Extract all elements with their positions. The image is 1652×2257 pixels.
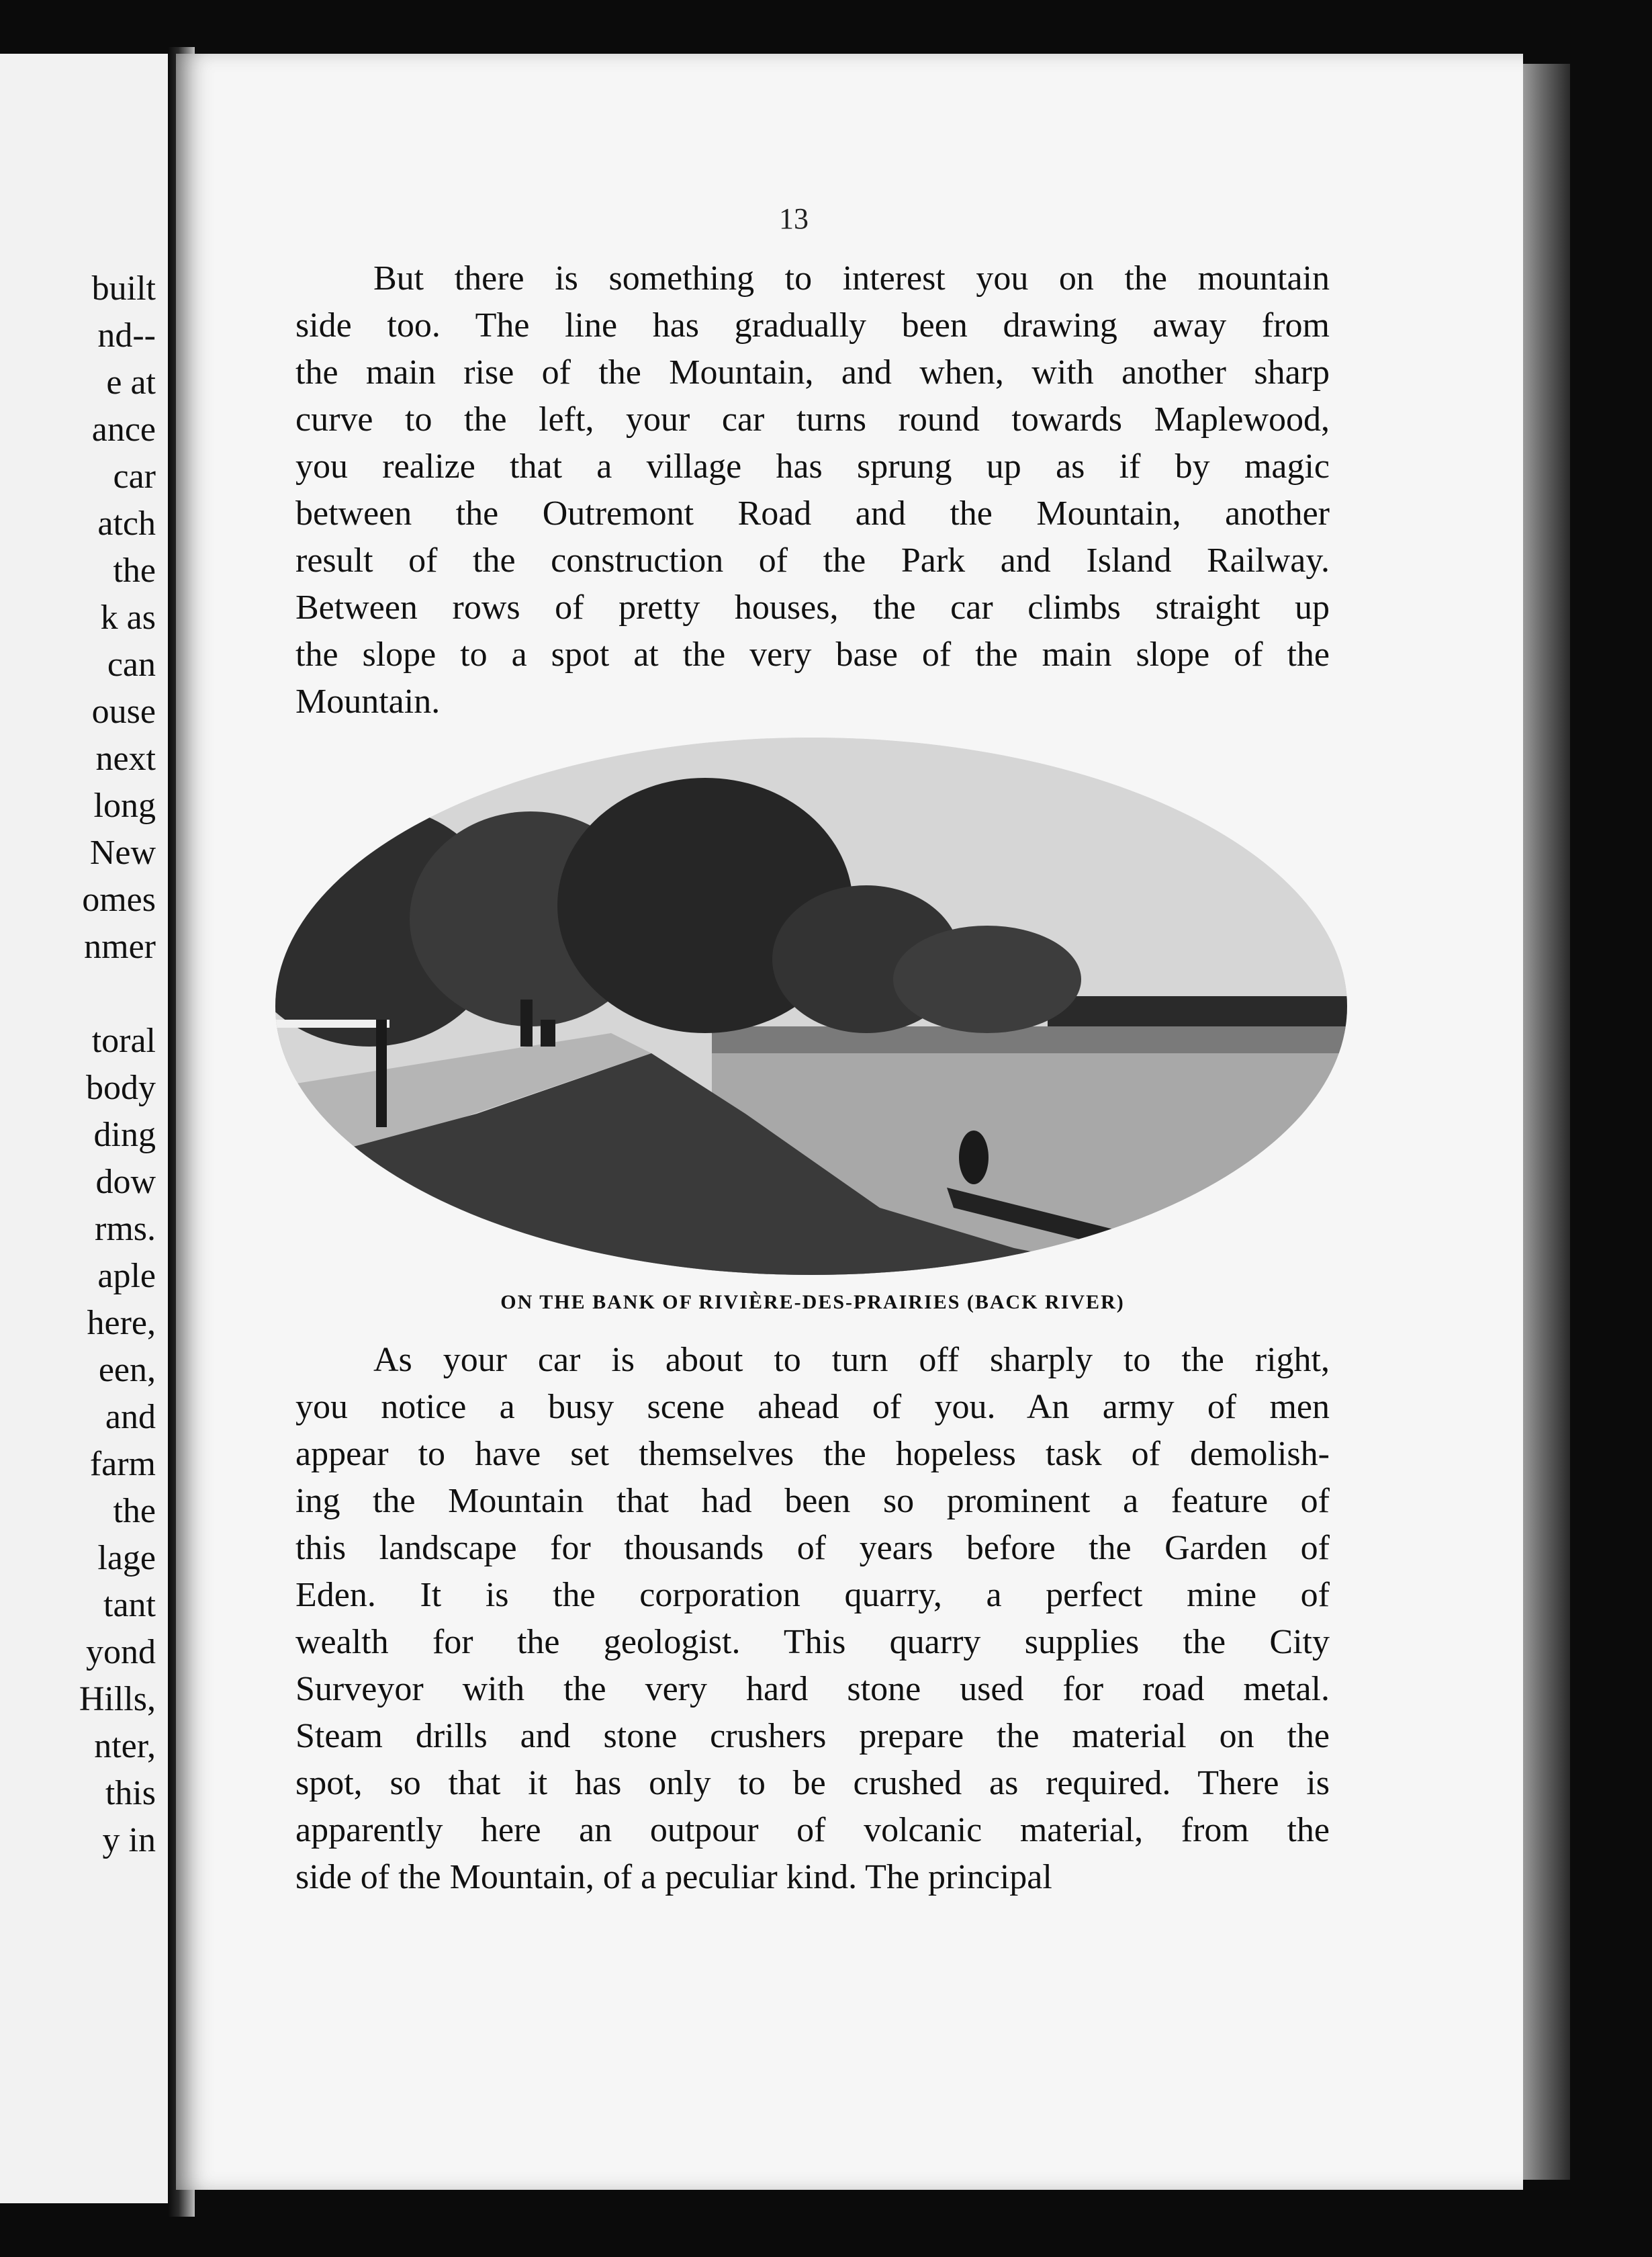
left-page-text-fragment: tant: [103, 1586, 156, 1624]
left-page-text-fragment: farm: [89, 1445, 156, 1483]
left-page-text-fragment: k as: [100, 599, 156, 637]
left-page-text-fragment: this: [105, 1774, 156, 1812]
left-page-text-fragment: ance: [91, 410, 156, 449]
text-line: curve to the left, your car turns round towards Maplewood,: [295, 400, 1330, 439]
text-line: Mountain.: [295, 682, 441, 721]
text-line: side too. The line has gradually been drawing away from: [295, 306, 1330, 345]
left-page-text-fragment: aple: [97, 1257, 156, 1295]
page-number: 13: [779, 202, 809, 235]
left-page-text-fragment: the: [113, 1492, 156, 1530]
left-page-text-fragment: and: [105, 1398, 156, 1436]
page-edge: [1523, 64, 1570, 2180]
text-line: Surveyor with the very hard stone used for road metal.: [295, 1670, 1330, 1708]
left-page-text-fragment: nter,: [94, 1727, 156, 1765]
left-page-text-fragment: een,: [98, 1351, 156, 1389]
text-line: Steam drills and stone crushers prepare the material on the: [295, 1717, 1330, 1755]
left-page-text-fragment: built: [91, 269, 156, 308]
photo-caption: ON THE BANK OF RIVIÈRE-DES-PRAIRIES (BACK RIVER): [500, 1291, 1125, 1313]
oval-photograph: [275, 738, 1347, 1275]
paragraph-1: [295, 255, 1330, 725]
left-page-text-fragment: toral: [91, 1022, 156, 1060]
left-page-text-fragment: dow: [95, 1163, 156, 1201]
text-line: you notice a busy scene ahead of you. An army of men: [295, 1388, 1330, 1426]
text-line: between the Outremont Road and the Mountain, another: [295, 494, 1330, 533]
left-page-text-fragment: atch: [97, 504, 156, 543]
river-bank-photo: [275, 738, 1347, 1275]
left-page-text-fragment: New: [89, 834, 156, 872]
text-line: result of the construction of the Park and Island Railway.: [295, 541, 1330, 580]
text-line: spot, so that it has only to be crushed as required. There is: [295, 1764, 1330, 1802]
text-line: you realize that a village has sprung up as if by magic: [295, 447, 1330, 486]
left-page-text-fragment: body: [86, 1069, 156, 1107]
left-page-text-fragment: the: [113, 551, 156, 590]
left-page-text-fragment: long: [93, 787, 156, 825]
text-line: apparently here an outpour of volcanic material, from the: [295, 1811, 1330, 1849]
text-line: the main rise of the Mountain, and when, with another sharp: [295, 353, 1330, 392]
left-page-text-fragment: car: [113, 457, 156, 496]
text-line: As your car is about to turn off sharply to the right,: [373, 1341, 1330, 1379]
left-page-text-fragment: lage: [97, 1539, 156, 1577]
text-line: But there is something to interest you on the mountain: [373, 259, 1330, 298]
left-page-text-fragment: nd--: [97, 316, 156, 355]
left-page-text-fragment: e at: [106, 363, 156, 402]
text-line: appear to have set themselves the hopeless task of demolish-: [295, 1435, 1330, 1473]
left-page-text-fragment: omes: [82, 881, 156, 919]
left-page-text-fragment: nmer: [84, 928, 156, 966]
text-line: Eden. It is the corporation quarry, a perfect mine of: [295, 1576, 1330, 1614]
left-page-text-fragment: y in: [102, 1821, 156, 1859]
left-page-text-fragment: next: [95, 740, 156, 778]
text-line: this landscape for thousands of years before the Garden of: [295, 1529, 1330, 1567]
text-line: side of the Mountain, of a peculiar kind. The principal: [295, 1858, 1052, 1896]
text-line: ing the Mountain that had been so prominent a feature of: [295, 1482, 1330, 1520]
left-page-text-fragment: ouse: [91, 693, 156, 731]
left-page-text-fragment: can: [107, 646, 156, 684]
text-line: Between rows of pretty houses, the car climbs straight up: [295, 588, 1330, 627]
left-page-text-fragment: Hills,: [79, 1680, 156, 1718]
previous-page-fragment: [0, 54, 168, 2203]
paragraph-2: [295, 1337, 1330, 1901]
text-line: wealth for the geologist. This quarry supplies the City: [295, 1623, 1330, 1661]
left-page-text-fragment: here,: [87, 1304, 156, 1342]
left-page-text-fragment: ding: [93, 1116, 156, 1154]
left-page-text-fragment: yond: [86, 1633, 156, 1671]
text-line: the slope to a spot at the very base of the main slope of the: [295, 635, 1330, 674]
left-page-text-fragment: rms.: [95, 1210, 156, 1248]
